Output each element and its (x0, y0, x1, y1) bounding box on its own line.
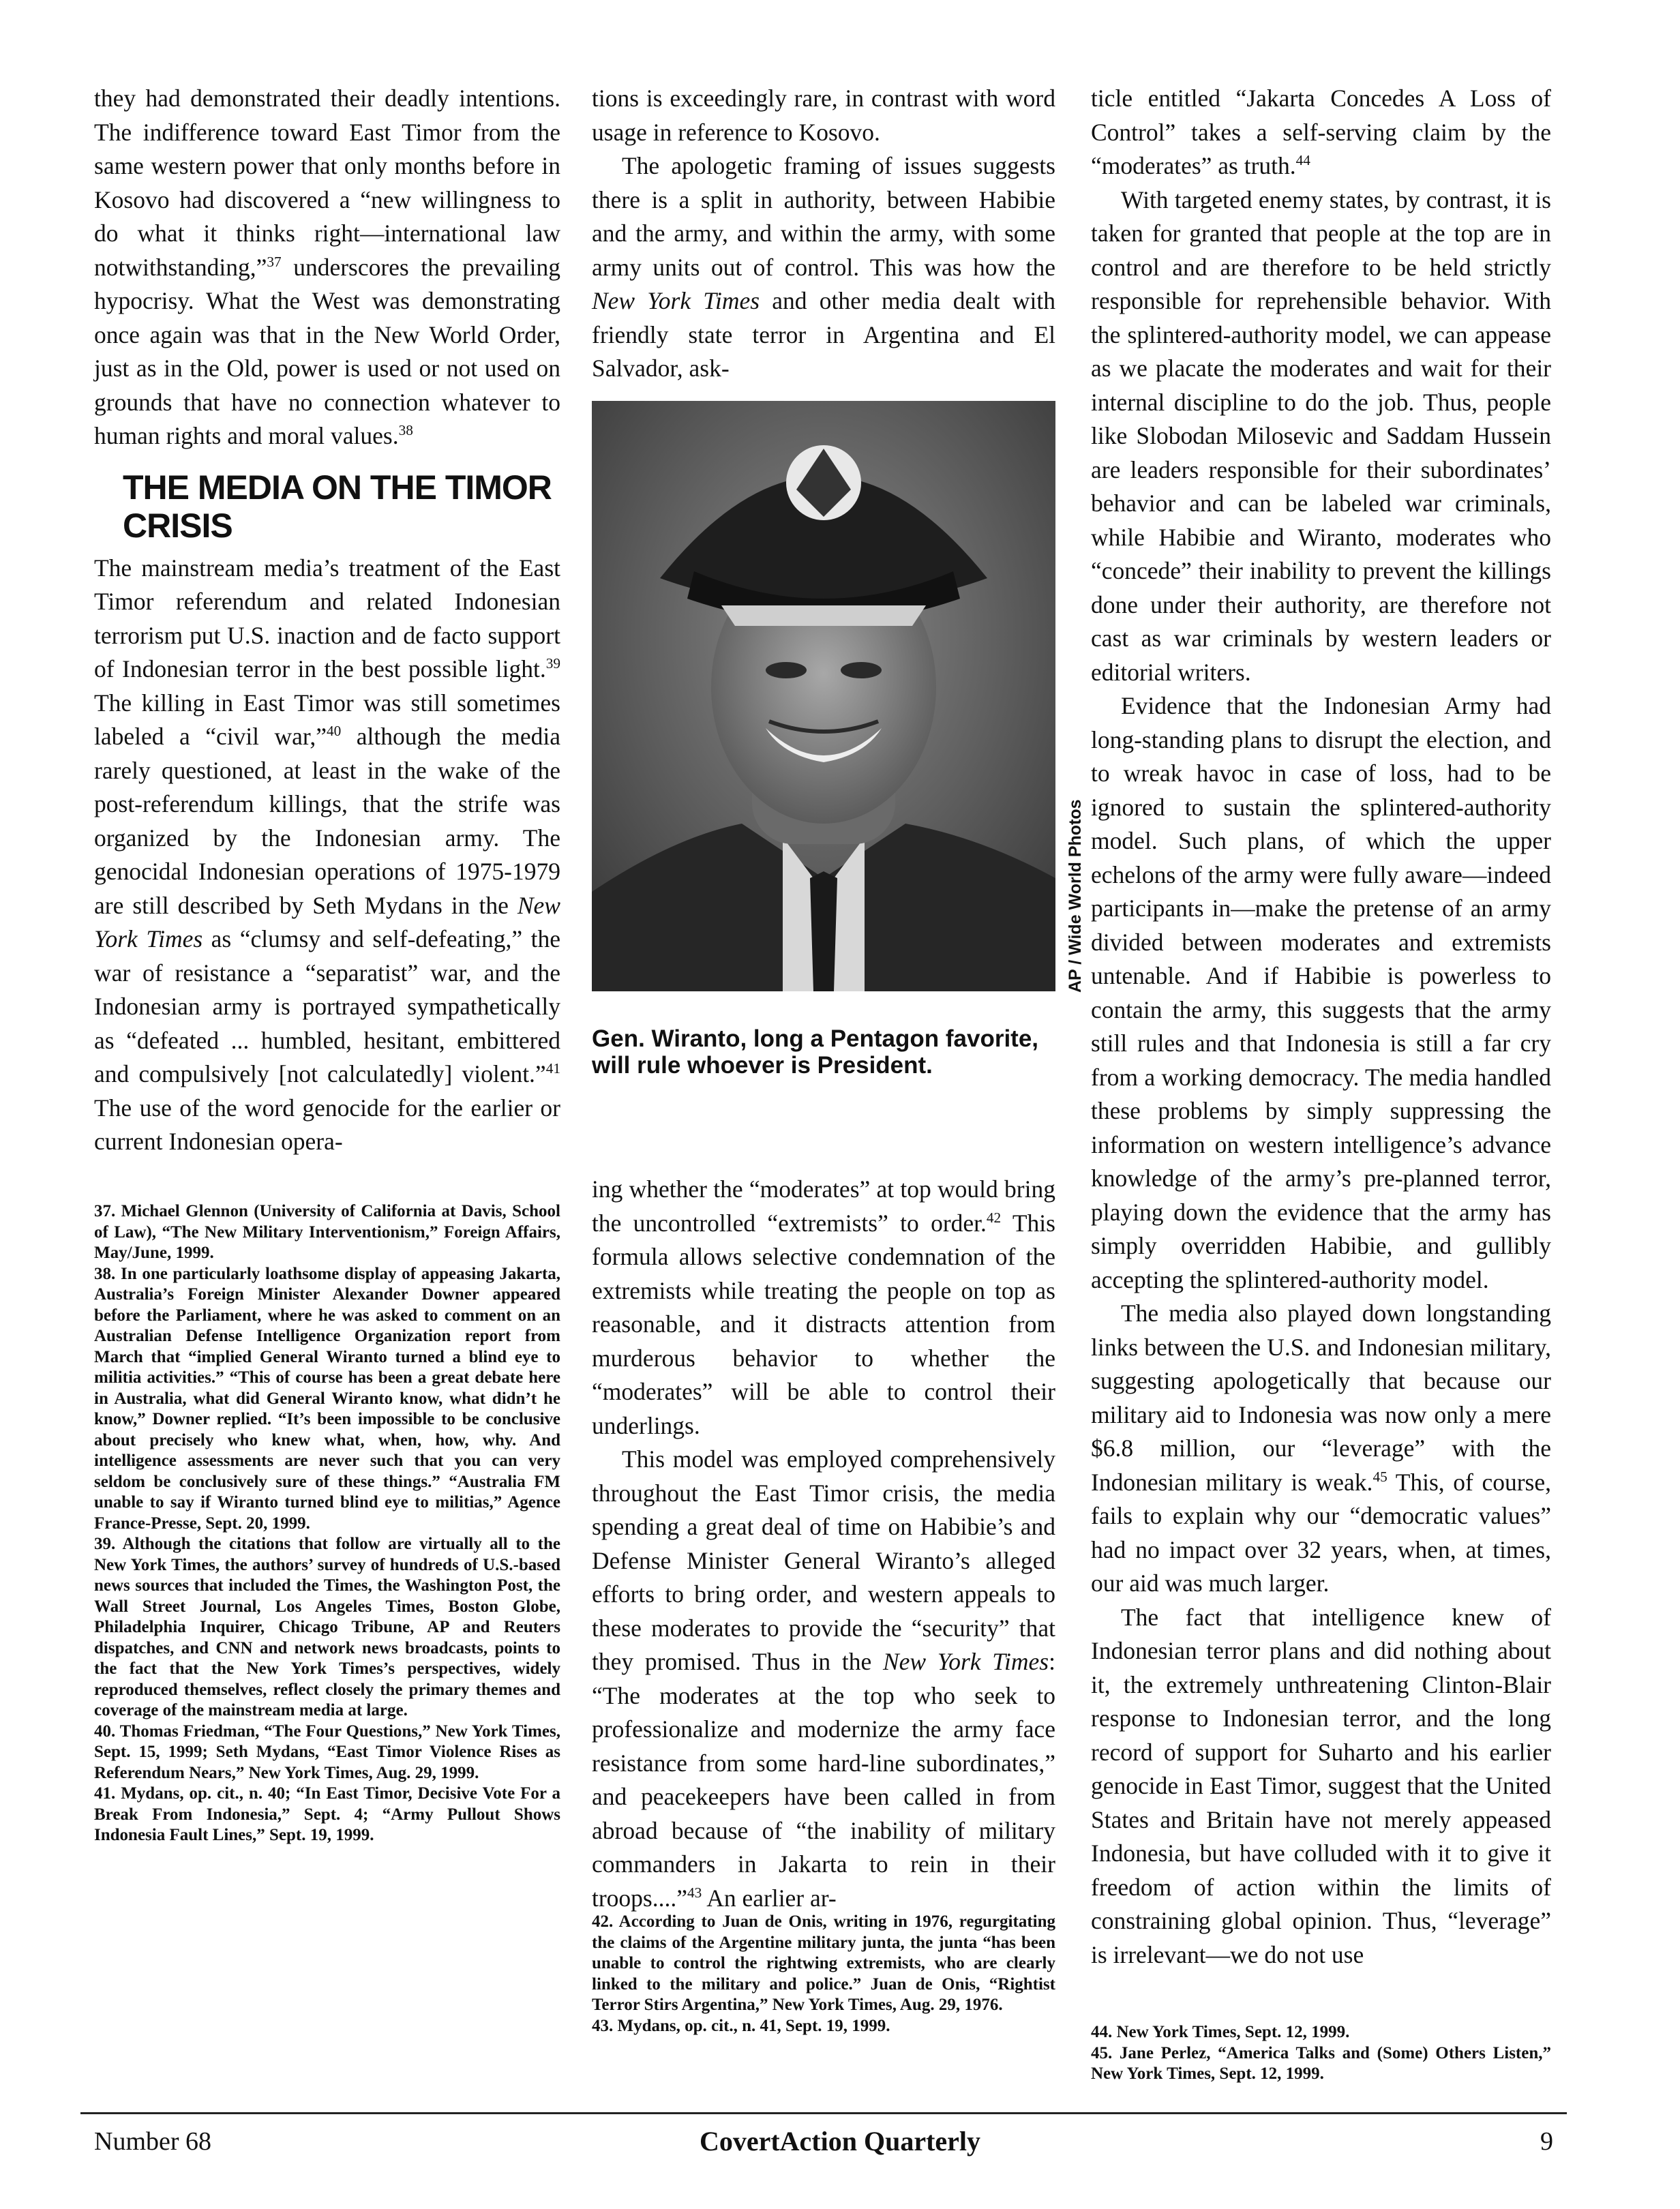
footnote-ref: 39 (545, 655, 560, 672)
footnotes-column-2 (592, 1912, 1055, 2037)
column-1 (94, 82, 560, 1159)
general-portrait-image (592, 401, 1055, 991)
column-2 (592, 82, 1055, 386)
footnote-ref: 42 (986, 1209, 1002, 1226)
section-heading: THE MEDIA ON THE TIMOR CRISIS (123, 468, 552, 545)
column-2-continued (592, 1173, 1055, 1915)
footnote-ref: 45 (1372, 1468, 1388, 1485)
footnote: 44. New York Times, Sept. 12, 1999. (1091, 2023, 1350, 2041)
footnote-ref: 41 (545, 1060, 560, 1077)
footnote: 42. According to Juan de Onis, writing in 1976, regurgitating the claims of the Argentine military junta, the junta “has been unable to control the rightwing extremists, who are clearly linked to the military and police.” Juan de Onis, “Rightist Terror Stirs Argentina,” New York Times, Aug. 29, 1976. (592, 1912, 1055, 2014)
footnote-ref: 43 (687, 1884, 702, 1901)
paragraph: This model was employed comprehensively throughout the East Timor crisis, the media spending a great deal of time on Habibie’s and Defense Minister General Wiranto’s alleged efforts to bring order, and western appeals to these moderates to provide the “security” that they promised. Thus in the New York Times: “The moderates at the top who seek to professionalize and modernize the army face resistance from some hard-line subordinates,” and peacekeepers have been called in from abroad because of “the inability of military commanders in Jakarta to rein in their troops....”$^{43}$ An earlier ar- (592, 1445, 1055, 1912)
photo-credit: AP / Wide World Photos (1066, 799, 1085, 993)
portrait-photo (592, 401, 1055, 991)
footnote-ref: 40 (326, 723, 342, 740)
footnote-ref: 44 (1295, 152, 1310, 169)
paragraph: The apologetic framing of issues suggests there is a split in authority, between Habibie and the army, and within the army, with some army units out of control. This was how the New York Times and other media dealt with friendly state terror in Argentina and El Salvador, ask- (592, 152, 1056, 382)
page-number: 9 (1540, 2127, 1553, 2156)
paragraph: ing whether the “moderates” at top would bring the uncontrolled “extremists” to order.$^{42}$ This formula allows selective condemnation of the extremists while treating the people on top as reasonable, and it distracts attention from murderous behavior to whether the “moderates” will be able to control their underlings. (592, 1175, 1055, 1439)
paragraph: The media also played down longstanding links between the U.S. and Indonesian military, suggesting apologetically that because our military aid to Indonesia was now only a mere $6.8 million, our “leverage” with the Indonesian military is weak.$^{45}$ This, of course, fails to explain why our “democratic values” had no impact over 32 years, when, at times, our aid was much larger. (1091, 1299, 1551, 1597)
footnote: 41. Mydans, op. cit., n. 40; “In East Timor, Decisive Vote For a Break From Indonesia,” Sept. 4; “Army Pullout Shows Indonesia Fault Lines,” Sept. 19, 1999. (94, 1784, 560, 1844)
footnotes-column-3 (1091, 2022, 1551, 2085)
footnote-ref: 37 (267, 253, 282, 270)
paragraph: The fact that intelligence knew of Indonesian terror plans and did nothing about it, the extremely unthreatening Clinton-Blair response to Indonesian terror, and the long record of support for Suharto and his earlier genocide in East Timor, suggest that the United States and Britain have not merely appeased Indonesia, but have colluded with it to give it freedom of action within the limits of constraining global opinion. Thus, “leverage” is irrelevant—we do not use (1091, 1603, 1551, 1968)
paragraph: they had demonstrated their deadly intentions. The indifference toward East Timor from the same western power that only months before in Kosovo had discovered a “new willingness to do what it thinks right—international law notwithstanding,”$^{37}$ underscores the prevailing hypocrisy. What the West was demonstrating once again was that in the New World Order, just as in the Old, power is used or not used on grounds that have no connection whatever to human rights and moral values.$^{38}$ (94, 85, 560, 449)
footer-rule (80, 2112, 1567, 2114)
column-3 (1091, 82, 1551, 1972)
footnote-ref: 38 (398, 422, 413, 439)
paragraph: ticle entitled “Jakarta Concedes A Loss of Control” takes a self-serving claim by the “moderates” as truth.$^{44}$ (1091, 85, 1551, 179)
footnote: 45. Jane Perlez, “America Talks and (Some) Others Listen,” New York Times, Sept. 12, 1999. (1091, 2043, 1551, 2083)
paragraph: tions is exceedingly rare, in contrast with word usage in reference to Kosovo. (592, 85, 1055, 146)
footnote: 40. Thomas Friedman, “The Four Questions,” New York Times, Sept. 15, 1999; Seth Mydans, “East Timor Violence Rises as Referendum Nears,” New York Times, Aug. 29, 1999. (94, 1722, 560, 1782)
footnote: 39. Although the citations that follow are virtually all to the New York Times, the authors’ survey of hundreds of U.S.-based news sources that included the Times, the Washington Post, the Wall Street Journal, Los Angeles Times, Boston Globe, Philadelphia Inquirer, Chicago Tribune, AP and Reuters dispatches, and CNN and network news broadcasts, points to the fact that the New York Times’s perspectives, widely reproduced themselves, reflect closely the primary themes and coverage of the mainstream media at large. (94, 1535, 560, 1719)
footnote: 37. Michael Glennon (University of California at Davis, School of Law), “The New Military Interventionism,” Foreign Affairs, May/June, 1999. (94, 1202, 560, 1262)
issue-number: Number 68 (94, 2127, 212, 2156)
paragraph: The mainstream media’s treatment of the East Timor referendum and related Indonesian terrorism put U.S. inaction and de facto support of Indonesian terror in the best possible light.$^{39}$ The killing in East Timor was still sometimes labeled a “civil war,”$^{40}$ although the media rarely questioned, at least in the wake of the post-referendum killings, that the strife was organized by the Indonesian army. The genocidal Indonesian operations of 1975-1979 are still described by Seth Mydans in the New York Times as “clumsy and self-defeating,” the war of resistance a “separatist” war, and the Indonesian army is portrayed sympathetically as “defeated ... humbled, hesitant, embittered and compulsively [not calculatedly] violent.”$^{41}$ The use of the word genocide for the earlier or current Indonesian opera- (94, 554, 561, 1155)
photo-caption: Gen. Wiranto, long a Pentagon favorite, will rule whoever is President. (592, 1025, 1039, 1079)
footnote: 38. In one particularly loathsome display of appeasing Jakarta, Australia’s Foreign Minister Alexander Downer appeared before the Parliament, where he was asked to comment on an Australian Defense Intelligence Organization report from March that “implied General Wiranto turned a blind eye to militia activities.” “This of course has been a great debate here in Australia, what did General Wiranto know, what didn’t he know,” Downer replied. “It’s been impossible to be conclusive about precisely who knew what, when, how, why. And intelligence assessments are never such that you can very seldom be conclusively sure of these things.” “Australia FM unable to say if Wiranto turned blind eye to militias,” Agence France-Presse, Sept. 20, 1999. (94, 1264, 560, 1533)
footnotes-column-1 (94, 1201, 560, 1846)
paragraph: Evidence that the Indonesian Army had long-standing plans to disrupt the election, and to wreak havoc in case of loss, had to be ignored to sustain the splintered-authority model. Such plans, of which the upper echelons of the army were fully aware—indeed participants in—make the pretense of an army divided between moderates and extremists untenable. And if Habibie is powerless to contain the army, this suggests that the army still rules and that Indonesia is still a far cry from a working democracy. The media handled these problems by simply suppressing the information on western intelligence’s advance knowledge of the army’s pre-planned terror, playing down the evidence that the army has simply overridden Habibie, and gullibly accepting the splintered-authority model. (1091, 692, 1551, 1293)
paragraph: With targeted enemy states, by contrast, it is taken for granted that people at the top are in control and are therefore to be held strictly responsible for reprehensible behavior. With the splintered-authority model, we can appease as we placate the moderates and wait for their internal discipline to do the job. Thus, people like Slobodan Milosevic and Saddam Hussein are leaders responsible for their subordinates’ behavior and can be labeled war criminals, while Habibie and Wiranto, moderates who “concede” their inability to prevent the killings done under their authority, are therefore not cast as war criminals by western leaders or editorial writers. (1091, 185, 1551, 686)
footnote: 43. Mydans, op. cit., n. 41, Sept. 19, 1999. (592, 2016, 890, 2035)
journal-title: CovertAction Quarterly (699, 2126, 981, 2157)
